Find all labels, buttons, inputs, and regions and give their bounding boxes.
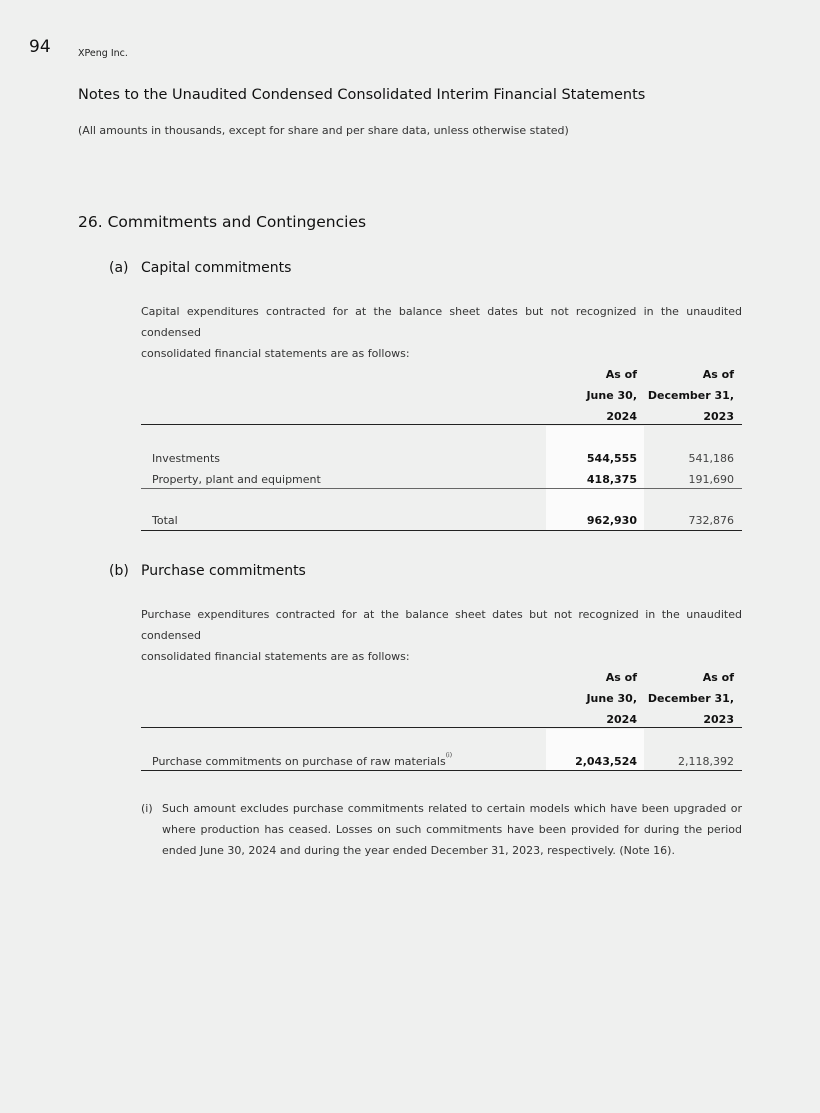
notes-title: Notes to the Unaudited Condensed Consolidated Interim Financial Statements [78,87,646,103]
purchase-para-line2: consolidated financial statements are as follows: [141,650,410,663]
capital-commitments-heading [109,260,291,276]
table-row [141,448,742,469]
row-label: Property, plant and equipment [152,473,321,486]
row-value-2024: 418,375 [586,473,637,486]
capital-title: Capital commitments [141,260,292,276]
capital-tag: (a) [109,260,129,276]
row-value-2023: 541,186 [688,452,734,465]
total-rule [141,770,742,771]
purchase-col-2023-header: As of December 31, 2023 [647,671,734,726]
footnote [141,798,742,861]
capital-para-line1: Capital expenditures contracted for at the balance sheet dates but not recognized in the unaudited condensed [141,305,742,339]
capital-col-2024-header: As of June 30, 2024 [586,368,637,423]
total-value-2024: 962,930 [586,514,637,527]
capital-para-line2: consolidated financial statements are as follows: [141,347,410,360]
capital-col-2023-header: As of December 31, 2023 [647,368,734,423]
purchase-tag: (b) [109,563,129,579]
header-rule [141,424,742,425]
purchase-commitments-heading [109,563,306,579]
total-value-2023: 732,876 [688,514,734,527]
purchase-commitments-table [141,667,742,775]
row-label: Purchase commitments on purchase of raw materials$^{(i)}$ [152,752,453,768]
total-rule [141,530,742,531]
purchase-title: Purchase commitments [141,563,306,579]
row-value-2024: 2,043,524 [575,755,637,768]
purchase-col-2024-header: As of June 30, 2024 [586,671,637,726]
company-name: XPeng Inc. [78,48,128,59]
section-title: 26. Commitments and Contingencies [78,213,367,231]
purchase-paragraph [141,604,742,667]
row-value-2024: 544,555 [586,452,637,465]
row-value-2023: 191,690 [688,473,734,486]
purchase-para-line1: Purchase expenditures contracted for at the balance sheet dates but not recognized in the unaudited condensed [141,608,742,642]
footnote-reference: (i) [445,752,453,759]
table-row [141,751,742,772]
total-row [141,510,742,531]
footnote-mark: (i) [141,802,153,815]
amounts-note: (All amounts in thousands, except for share and per share data, unless otherwise stated) [78,124,569,137]
subtotal-rule [141,488,742,489]
footnote-text: Such amount excludes purchase commitments related to certain models which have been upgraded or where production has ceased. Losses on such commitments have been provided for during the period ended June 30, 2024 and during the year ended December 31, 2023, respectively. (Note 16). [162,802,742,857]
table-row [141,469,742,490]
capital-paragraph [141,301,742,364]
capital-commitments-table [141,364,742,534]
row-value-2023: 2,118,392 [678,755,734,768]
row-label: Investments [152,452,221,465]
header-rule [141,727,742,728]
total-label: Total [152,514,178,527]
page-number: 94 [29,37,51,57]
